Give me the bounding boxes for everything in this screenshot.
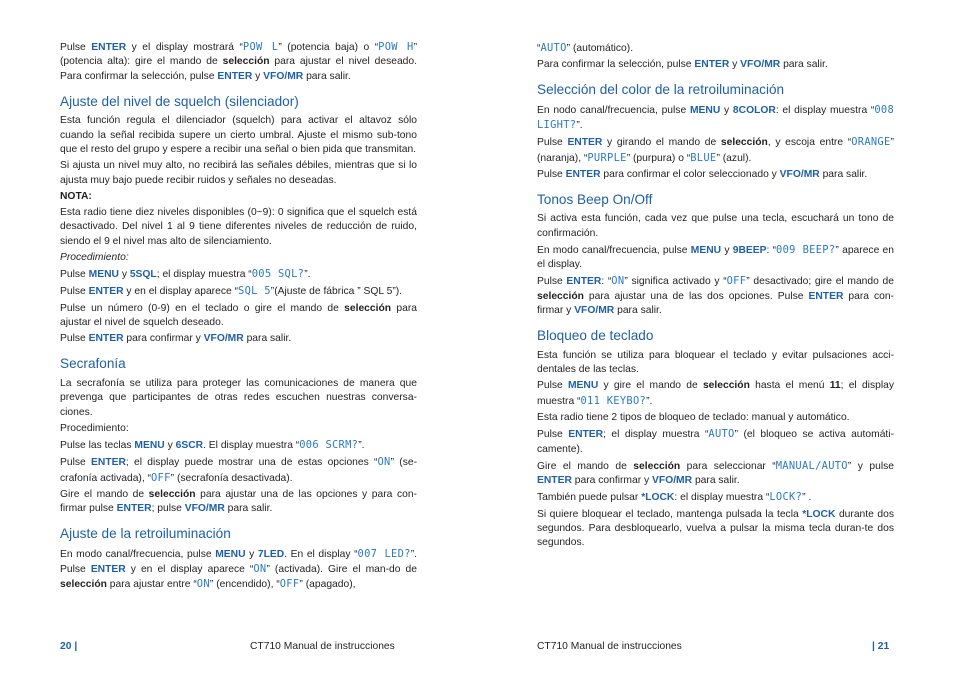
text-run: para confirmar y — [571, 475, 653, 487]
key-label: 8COLOR — [732, 104, 776, 116]
text-run: Esta función regula el dilenciador (squelch) para activar el altavoz sólo cuando la señal recibida supere un cierto umbral. Ajuste el mismo sub-tono que el resto del grupo y espere a recibir una señal o bien pida que transmitan. — [60, 115, 417, 156]
section-heading: Secrafonía — [60, 356, 126, 372]
paragraph — [60, 422, 417, 436]
text-run: Pulse — [60, 286, 89, 298]
paragraph — [60, 302, 417, 331]
display-readout: 005 SQL? — [251, 268, 305, 281]
paragraph — [60, 40, 417, 84]
display-readout: 008 LIGHT? — [537, 103, 895, 132]
display-readout: 009 BEEP? — [776, 243, 836, 256]
section-heading: Ajuste del nivel de squelch (silenciador) — [60, 93, 299, 109]
bold-text: selección — [222, 56, 270, 68]
text-run: ” (activada). Gire el man-do de — [266, 563, 417, 575]
text-run: para salir. — [224, 503, 273, 515]
text-run: “ — [537, 43, 541, 54]
text-run: Pulse — [537, 276, 567, 288]
left-page-number: 20 | — [60, 641, 78, 652]
text-run: ”. — [304, 269, 311, 281]
text-run: ”. — [358, 439, 365, 451]
key-label: ENTER — [217, 70, 253, 82]
text-run: y — [252, 70, 264, 82]
paragraph — [60, 332, 417, 346]
italic-text: Procedimiento: — [60, 252, 129, 264]
text-run: y — [729, 59, 741, 71]
text-run: Gire el mando de — [537, 460, 634, 472]
text-run: ” desactivado; gire el mando de — [746, 276, 894, 288]
paragraph — [60, 267, 417, 282]
text-run: y — [118, 269, 130, 281]
paragraph — [60, 206, 417, 249]
text-run: para salir. — [614, 305, 662, 317]
key-label: MENU — [567, 380, 599, 392]
text-run: ” (el bloqueo se activa automáti-camente). — [537, 429, 894, 455]
display-readout: AUTO — [540, 42, 567, 54]
text-run: Esta radio tiene diez niveles disponibles (0~9): 0 significa que el squelch está desactivado. Del nivel 1 al 9 tiene diferentes niveles de reducción de ruido, siendo el 9 el nivel mas alto de silenciamiento. — [60, 207, 417, 247]
paragraph — [60, 284, 417, 299]
text-run: para ajustar una de las dos opciones. Pulse — [583, 290, 809, 302]
text-run: . En el display “ — [284, 548, 358, 560]
display-readout: OFF — [726, 275, 747, 288]
key-label: ENTER — [567, 137, 603, 149]
key-label: *LOCK — [641, 492, 675, 504]
text-run: para ajustar el nivel deseado. Para confirmar la selección, pulse — [60, 56, 417, 82]
text-run: Pulse — [60, 269, 89, 281]
bold-text: selección — [633, 460, 681, 472]
text-run: durante dos segundos. Para desbloquearlo, vuelva a pulsar la misma tecla duran-te dos segundos. — [537, 508, 894, 549]
text-run: para salir. — [303, 70, 351, 82]
right-page-number: | 21 — [872, 641, 890, 652]
key-label: VFO/MR — [263, 70, 304, 82]
text-run: y — [164, 439, 176, 451]
key-label: VFO/MR — [779, 168, 820, 180]
text-run: Procedimiento: — [60, 422, 129, 434]
text-run: para salir. — [692, 475, 740, 487]
paragraph — [60, 251, 417, 265]
text-run: ”. — [576, 120, 583, 132]
display-readout: ON — [611, 275, 625, 288]
text-run: y en el display aparece “ — [125, 563, 254, 575]
text-run: para seleccionar “ — [680, 460, 776, 472]
key-label: 5SQL — [129, 269, 157, 281]
key-label: ENTER — [91, 42, 127, 53]
paragraph — [60, 547, 417, 593]
display-readout: ON — [377, 456, 391, 469]
text-run: Pulse — [537, 429, 569, 441]
key-label: ENTER — [566, 276, 602, 288]
bold-text: selección — [720, 137, 768, 149]
key-label: 9BEEP — [732, 244, 767, 256]
text-run: . El display muestra “ — [203, 439, 300, 451]
paragraph — [537, 490, 894, 505]
text-run: Esta función se utiliza para bloquear el teclado y evitar pulsaciones acci-dentales de las teclas. — [537, 349, 894, 376]
paragraph — [537, 379, 894, 409]
bold-text: selección — [344, 302, 392, 314]
bold-text: NOTA: — [60, 190, 92, 202]
paragraph — [60, 438, 417, 453]
left-page-column — [60, 40, 417, 595]
display-readout: SQL 5 — [238, 285, 271, 298]
paragraph — [60, 377, 417, 420]
display-readout: LOCK? — [769, 491, 803, 504]
display-readout: POW H — [378, 41, 414, 53]
paragraph — [537, 243, 894, 273]
text-run: y girando el mando de — [602, 137, 721, 149]
text-run: : “ — [766, 244, 777, 256]
text-run: La secrafonía se utiliza para proteger las comunicaciones de manera que prevenga que participantes de otras redes escuchen nuestras conversa-ciones. — [60, 377, 417, 418]
key-label: MENU — [689, 104, 721, 116]
bold-text: selección — [537, 290, 584, 302]
text-run: ”. Pulse — [60, 548, 417, 575]
key-label: ENTER — [537, 475, 572, 487]
key-label: VFO/MR — [652, 475, 693, 487]
text-run: ; pulse — [151, 503, 185, 515]
text-run: ”. — [646, 395, 653, 407]
text-run: Pulse — [60, 457, 92, 469]
paragraph — [537, 427, 894, 457]
paragraph — [537, 135, 894, 166]
text-run: ” (potencia baja) o “ — [278, 42, 379, 53]
paragraph — [60, 159, 417, 188]
paragraph — [537, 349, 894, 378]
key-label: ENTER — [88, 286, 124, 298]
text-run: En nodo canal/frecuencia, pulse — [537, 104, 690, 116]
text-run: hasta el menú — [749, 380, 830, 392]
text-run: Pulse las teclas — [60, 439, 135, 451]
text-run: Si quiere bloquear el teclado, mantenga pulsada la tecla — [537, 508, 803, 520]
text-run: ; el display muestra “ — [603, 429, 709, 441]
bold-text: 11 — [829, 380, 841, 392]
text-run: Pulse — [60, 42, 92, 53]
key-label: VFO/MR — [574, 305, 615, 317]
display-readout: 007 LED? — [357, 547, 411, 560]
text-run: y gire el mando de — [598, 380, 703, 392]
text-run: y el display mostrará “ — [126, 42, 243, 53]
bold-text: selección — [148, 488, 196, 500]
text-run: para ajustar entre “ — [106, 579, 197, 591]
key-label: MENU — [690, 244, 722, 256]
section-heading: Bloqueo de teclado — [537, 328, 654, 344]
key-label: VFO/MR — [184, 503, 225, 515]
paragraph — [537, 103, 894, 134]
key-label: MENU — [215, 548, 246, 560]
text-run: para confirmar el color seleccionado y — [600, 168, 780, 180]
text-run: ; el display muestra “ — [537, 380, 894, 407]
key-label: 7LED — [257, 548, 285, 560]
key-label: ENTER — [116, 503, 152, 515]
key-label: ENTER — [694, 59, 730, 71]
key-label: VFO/MR — [740, 59, 781, 71]
key-label: ENTER — [91, 457, 126, 469]
key-label: ENTER — [568, 429, 604, 441]
display-readout: ORANGE — [851, 136, 891, 149]
text-run: : “ — [601, 276, 612, 288]
text-run: Si ajusta un nivel muy alto, no recibirá las señales débiles, mientras que si lo ajusta muy bajo puede recibir ruidos y señales no deseadas. — [60, 160, 417, 186]
paragraph — [537, 274, 894, 318]
display-readout: POW L — [242, 41, 279, 53]
text-run: , y escoja entre “ — [767, 137, 852, 149]
section-heading: Tonos Beep On/Off — [537, 191, 653, 207]
text-run: ” (purpura) o “ — [626, 152, 691, 164]
display-readout: BLUE — [690, 151, 717, 164]
section-heading: Selección del color de la retroiluminación — [537, 82, 785, 98]
display-readout: MANUAL/AUTO — [775, 459, 848, 472]
text-run: y — [720, 104, 733, 116]
paragraph — [60, 114, 417, 157]
paragraph — [537, 459, 894, 489]
paragraph — [537, 411, 894, 425]
display-readout: AUTO — [708, 428, 735, 441]
key-label: MENU — [88, 269, 119, 281]
text-run: ” (apagado), — [299, 579, 356, 591]
text-run: para con-firmar y — [537, 290, 894, 317]
text-run: Pulse — [537, 168, 566, 180]
text-run: ” (automático). — [566, 43, 634, 54]
text-run: ” significa activado y “ — [624, 276, 727, 288]
paragraph — [537, 508, 894, 551]
text-run: para salir. — [780, 59, 828, 71]
text-run: Pulse — [537, 380, 568, 392]
display-readout: 011 KEYBO? — [580, 394, 647, 407]
right-page-column — [537, 41, 894, 553]
paragraph — [60, 455, 417, 486]
text-run: ” y pulse — [847, 460, 895, 472]
text-run: : el display muestra “ — [674, 492, 770, 504]
text-run: ” (potencia alta): gire el mando de — [60, 42, 418, 68]
key-label: MENU — [134, 439, 165, 451]
text-run: ; el display muestra “ — [156, 269, 252, 281]
text-run: ” (azul). — [716, 152, 752, 164]
display-readout: PURPLE — [587, 151, 627, 164]
display-readout: OFF — [279, 578, 300, 591]
key-label: ENTER — [565, 168, 601, 180]
text-run: ; el display puede mostrar una de estas opciones “ — [125, 457, 378, 469]
key-label: ENTER — [90, 563, 126, 575]
key-label: 6SCR — [175, 439, 204, 451]
text-run: para confirmar y — [123, 333, 204, 345]
key-label: ENTER — [808, 290, 844, 302]
key-label: *LOCK — [802, 508, 836, 520]
display-readout: ON — [196, 578, 210, 591]
display-readout: ON — [253, 562, 267, 575]
text-run: para salir. — [819, 168, 868, 180]
left-footer-title: CT710 Manual de instrucciones — [250, 641, 395, 652]
paragraph — [60, 190, 417, 204]
text-run: ” aparece en el display. — [537, 244, 894, 271]
text-run: En modo canal/frecuencia, pulse — [537, 244, 691, 256]
section-heading: Ajuste de la retroiluminación — [60, 526, 231, 542]
text-run: : el display muestra “ — [775, 104, 875, 116]
paragraph — [537, 168, 894, 182]
text-run: Pulse — [60, 333, 89, 345]
text-run: Esta radio tiene 2 tipos de bloqueo de teclado: manual y automático. — [537, 411, 850, 423]
text-run: y — [721, 244, 733, 256]
text-run: Pulse — [537, 137, 568, 149]
text-run: para ajustar una de las opciones y para con-firmar pulse — [60, 488, 417, 515]
text-run: y en el display aparece “ — [123, 286, 239, 298]
paragraph — [537, 41, 894, 56]
display-readout: 006 SCRM? — [299, 438, 359, 451]
text-run: ” . — [802, 492, 812, 504]
text-run: y — [245, 548, 258, 560]
text-run: para ajustar el nivel de squelch deseado. — [60, 302, 417, 329]
text-run: En modo canal/frecuencia, pulse — [60, 548, 216, 560]
text-run: Pulse un número (0-9) en el teclado o gire el mando de — [60, 302, 345, 314]
text-run: ” (naranja), “ — [537, 137, 894, 164]
key-label: ENTER — [88, 333, 124, 345]
text-run: para salir. — [243, 333, 292, 345]
display-readout: OFF — [151, 471, 171, 484]
paragraph — [537, 58, 894, 72]
text-run: ” (secrafonía desactivada). — [170, 472, 293, 484]
right-footer-title: CT710 Manual de instrucciones — [537, 641, 682, 652]
bold-text: selección — [702, 380, 750, 392]
text-run: Gire el mando de — [60, 488, 149, 500]
text-run: ” (se-crafonía activada), “ — [60, 457, 417, 484]
text-run: Para confirmar la selección, pulse — [537, 59, 695, 71]
bold-text: selección — [60, 579, 107, 591]
key-label: VFO/MR — [203, 333, 244, 345]
text-run: Si activa esta función, cada vez que pulse una tecla, escuchará un tono de confirmación. — [537, 213, 894, 239]
text-run: ” (encendido), “ — [209, 579, 280, 591]
text-run: También puede pulsar — [537, 492, 642, 504]
paragraph — [60, 488, 417, 517]
paragraph — [537, 212, 894, 241]
text-run: ”(Ajuste de fábrica ” SQL 5”). — [270, 286, 403, 298]
